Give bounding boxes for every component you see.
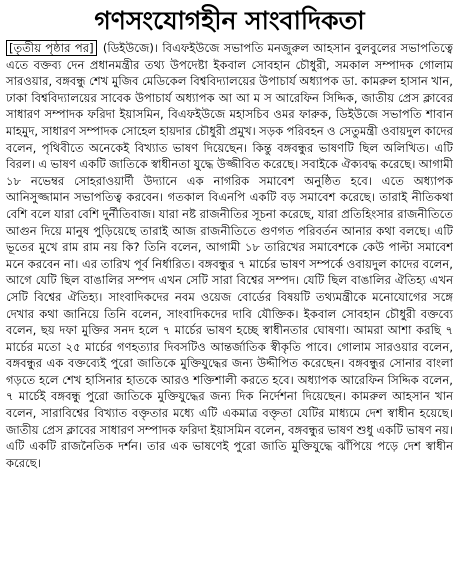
continued-from-label: [তৃতীয় পৃষ্ঠার পর] [6, 40, 97, 56]
article-text: (ডিইউজে)। বিএফইউজে সভাপতি মনজুরুল আহসান বুলবুলের সভাপতিত্বে এতে বক্তব্য দেন প্রধানমন্ত্রীর তথ্য উপদেষ্টা ইকবাল সোবহান চৌধুরী, সমকাল সম্পাদক গোলাম সারওয়ার, বঙ্গবন্ধু শেখ মুজিব মেডিকেল বিশ্ববিদ্যালয়ের উপাচার্য অধ্যাপক ডা. কামরুল হাসান খান, ঢাকা বিশ্ববিদ্যালয়ের সাবেক উপাচার্য অধ্যাপক আ আ ম স আরেফিন সিদ্দিক, জাতীয় প্রেস ক্লাবের সাধারণ সম্পাদক ফরিদা ইয়াসমিন, বিএফইউজে মহাসচিব ওমর ফারুক, ডিইউজে সভাপতি শাবান মাহমুদ, সাধারণ সম্পাদক সোহেল হায়দার চৌধুরী প্রমুখ। সড়ক পরিবহন ও সেতুমন্ত্রী ওবায়দুল কাদের বলেন, পৃথিবীতে অনেকেই বিখ্যাত ভাষণ দিয়েছেন। কিন্তু বঙ্গবন্ধুর ভাষণটি ছিল অলিখিত। এটি বিরল। এ ভাষণ একটি জাতিকে স্বাধীনতা যুদ্ধে উজ্জীবিত করেছে। সবাইকে ঐক্যবদ্ধ করেছে। আগামী ১৮ নভেম্বর সোহরাওয়ার্দী উদ্যানে এক নাগরিক সমাবেশ অনুষ্ঠিত হবে। এতে অধ্যাপক আনিসুজ্জামান সভাপতিত্ব করবেন। গতকাল বিএনপি একটি বড় সমাবেশ করেছে। তারাই নীতিকথা বেশি বলে যারা বেশি দুর্নীতিবাজ। যারা নষ্ট রাজনীতির সূচনা করেছে, যারা প্রতিহিংসার রাজনীতিতে আগুন দিয়ে মানুষ পুড়িয়েছে তারাই আজ রাজনীতিতে গুণগত পরিবর্তন আনার কথা বলছে। এটি ভূতের মুখে রাম রাম নয় কি? তিনি বলেন, আগামী ১৮ তারিখের সমাবেশকে কেউ পাল্টা সমাবেশ মনে করবেন না। এর তারিখ পূর্ব নির্ধারিত। বঙ্গবন্ধুর ৭ মার্চের ভাষণ সম্পর্কে ওবায়দুল কাদের বলেন, আগে যেটি ছিল বাঙালির সম্পদ এখন সেটি সারা বিশ্বের সম্পদ। যেটি ছিল বাঙালির ঐতিহ্য এখন সেটি বিশ্বের ঐতিহ্য। সাংবাদিকদের নবম ওয়েজ বোর্ডের বিষয়টি তথ্যমন্ত্রীকে মনোযোগের সঙ্গে দেখার কথা জানিয়ে তিনি বলেন, সাংবাদিকদের দাবি যৌক্তিক। ইকবাল সোবহান চৌধুরী বক্তব্যে বলেন, ছয় দফা মুক্তির সনদ হলে ৭ মার্চের ভাষণ হচ্ছে স্বাধীনতার ঘোষণা। আমরা আশা করছি ৭ মার্চের মতো ২৫ মার্চের গণহত্যার দিবসটিও আন্তর্জাতিক স্বীকৃতি পাবে। গোলাম সারওয়ার বলেন, বঙ্গবন্ধুর এক বক্তব্যেই পুরো জাতিকে মুক্তিযুদ্ধের জন্য উদ্দীপিত করেছেন। বঙ্গবন্ধুর সোনার বাংলা গড়তে হলে শেখ হাসিনার হাতকে আরও শক্তিশালী করতে হবে। অধ্যাপক আরেফিন সিদ্দিক বলেন, ৭ মার্চেই বঙ্গবন্ধু পুরো জাতিকে মুক্তিযুদ্ধের জন্য দিক নির্দেশনা দিয়েছেন। কামরুল আহসান খান বলেন, সারাবিশ্বের বিখ্যাত বক্তৃতার মধ্যে এটি একমাত্র বক্তৃতা যেটির মাধ্যমে দেশ স্বাধীন হয়েছে। জাতীয় প্রেস ক্লাবের সাধারণ সম্পাদক ফরিদা ইয়াসমিন বলেন, বঙ্গবন্ধুর ভাষণ শুধু একটি ভাষণ নয়। এটি একটি রাজনৈতিক দর্শন। তার এক ভাষণেই পুরো জাতি মুক্তিযুদ্ধে ঝাঁপিয়ে পড়ে দেশ স্বাধীন করেছে। [6, 41, 453, 470]
article-headline: গণসংযোগহীন সাংবাদিকতা [94, 6, 365, 35]
article-body [6, 40, 453, 471]
